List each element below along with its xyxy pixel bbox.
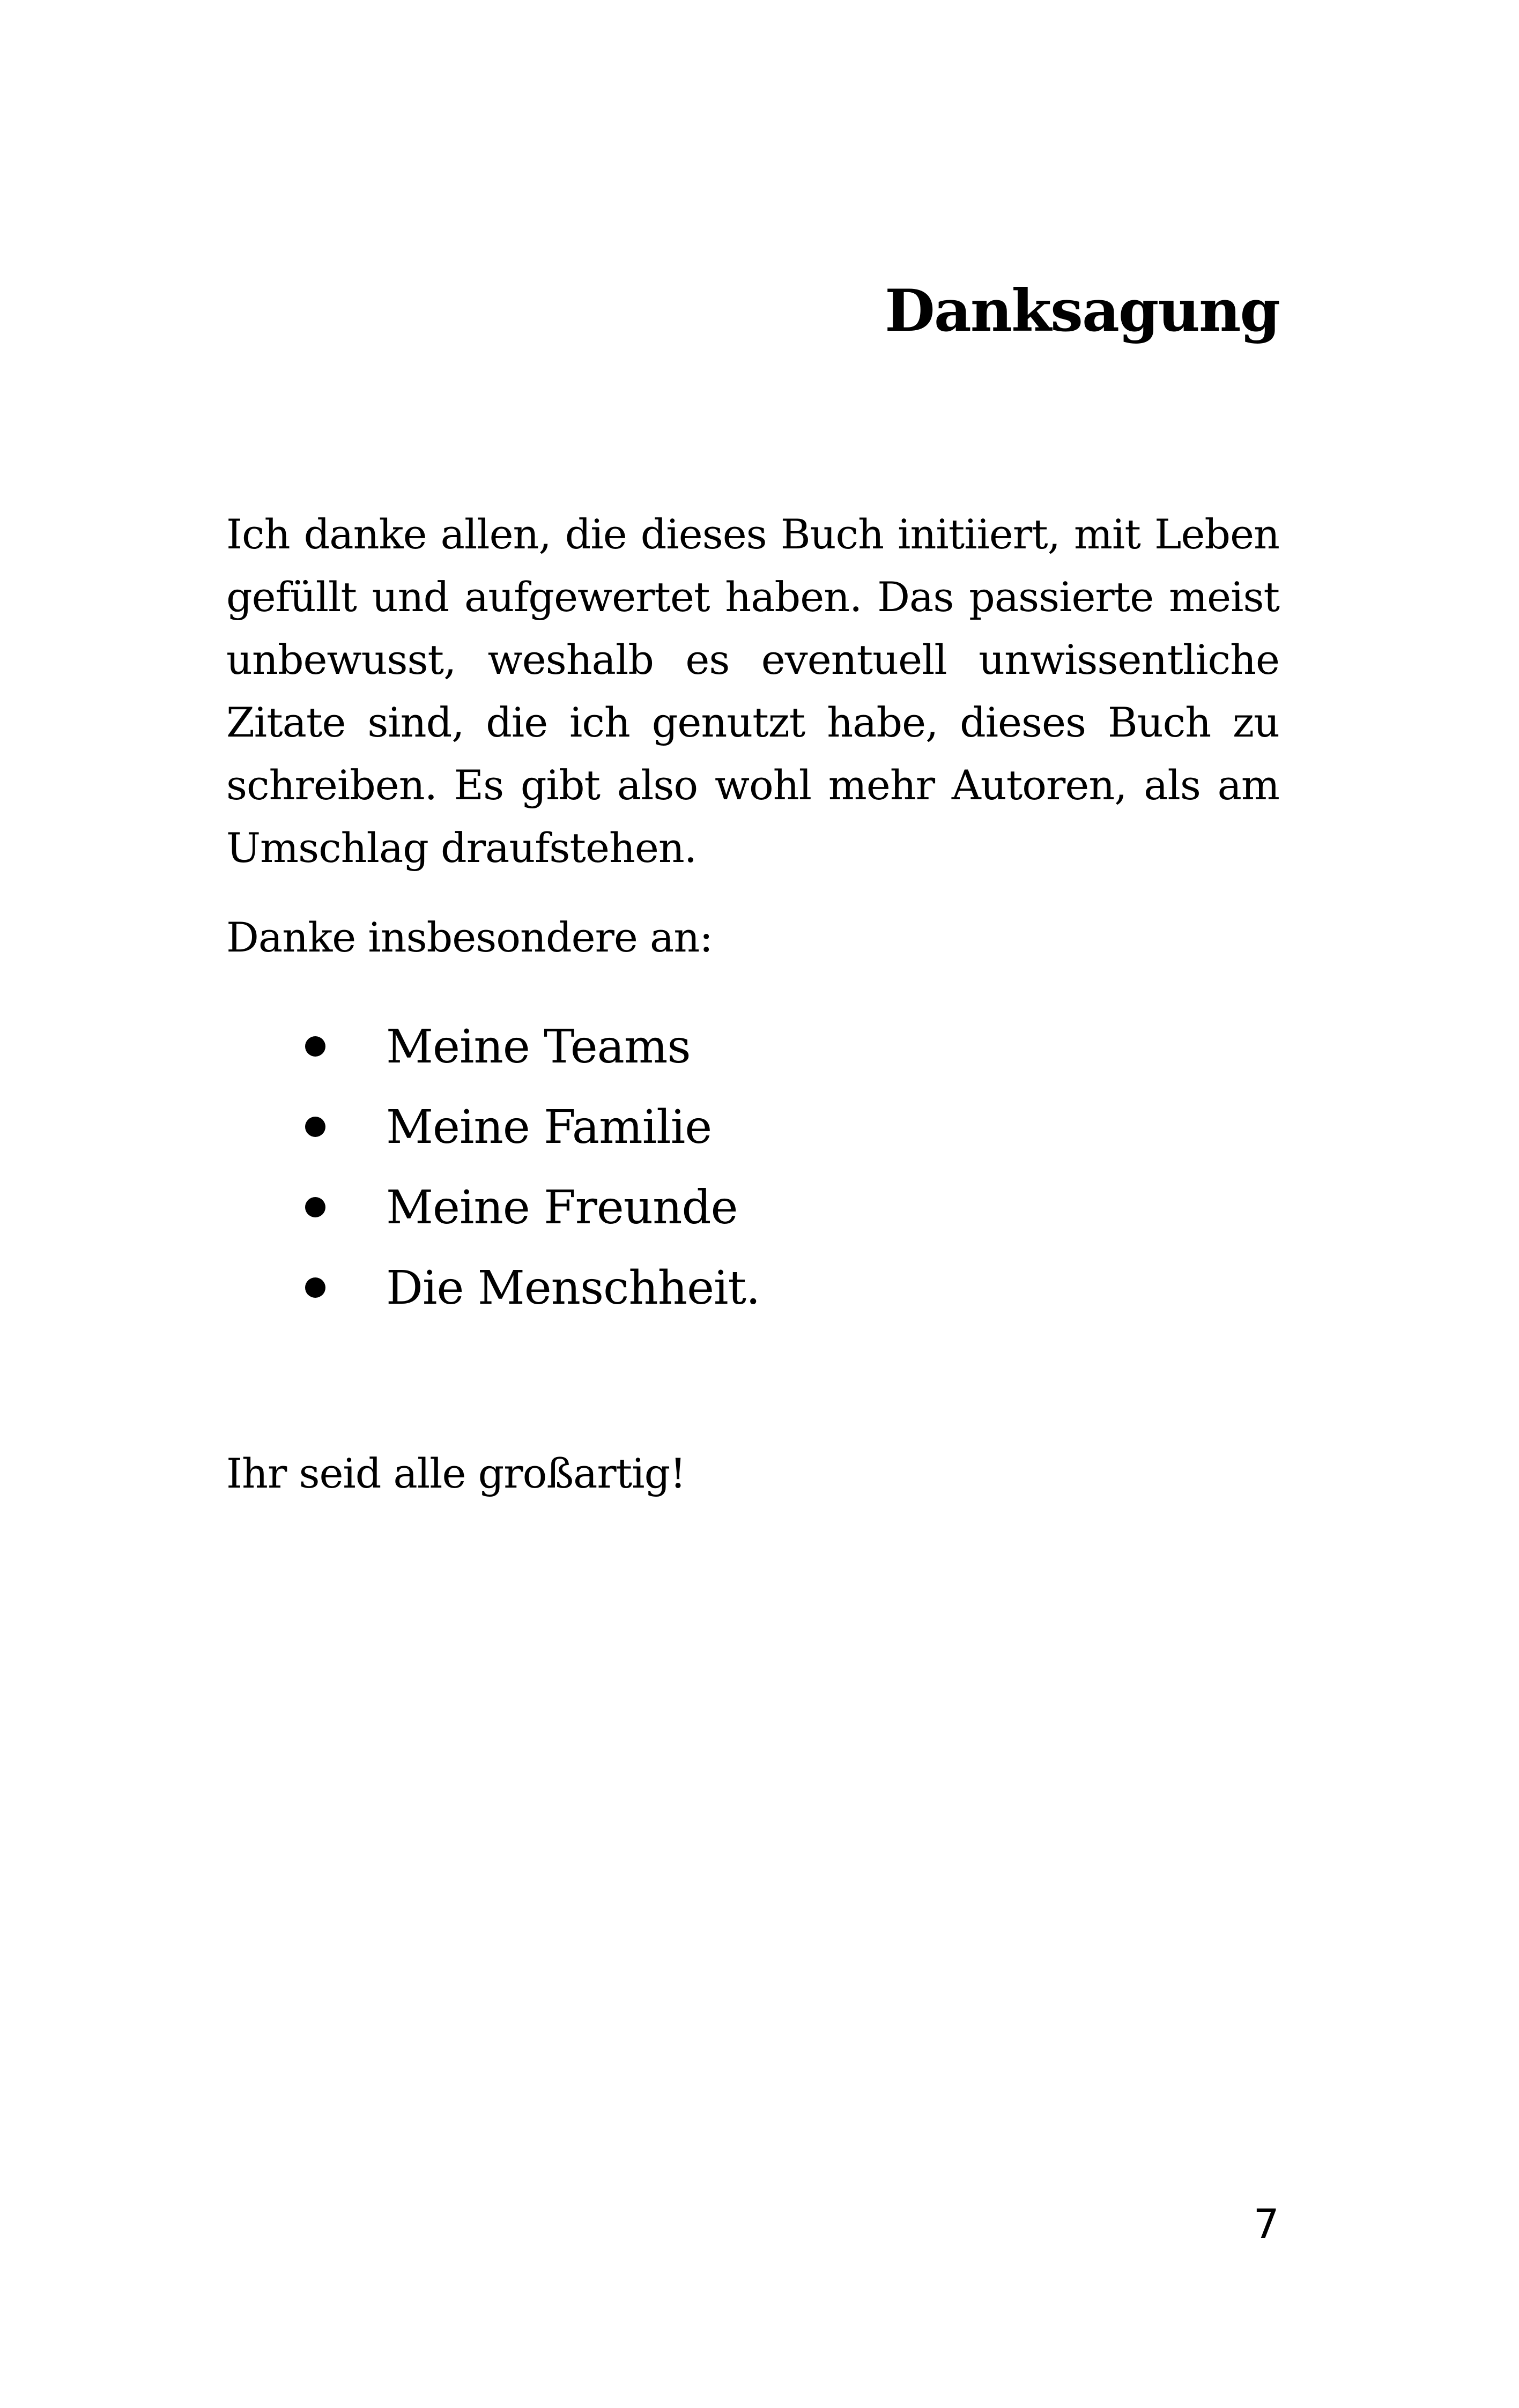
thanks-list [0,1007,1519,1328]
page-number: 7 [1253,2200,1279,2248]
list-item-label: Die Menschheit. [386,1261,760,1315]
bullet-icon [305,1036,325,1057]
acknowledgement-paragraph: Ich danke allen, die dieses Buch initiiert, mit Leben gefüllt und aufgewertet haben. Das passierte meist unbewusst, weshalb es eventuell unwissentliche Zitate sind, die ich genutzt habe, dieses Buch zu schreiben. Es gibt also wohl mehr Autoren, als am Umschlag draufstehen. [226,510,1279,872]
bullet-icon [305,1277,325,1298]
page-title: Danksagung [885,277,1279,345]
closing-line: Ihr seid alle großartig! [226,1450,686,1497]
list-item [0,1007,1519,1087]
list-item-label: Meine Teams [386,1020,691,1074]
thanks-intro: Danke insbesondere an: [226,913,713,961]
bullet-icon [305,1197,325,1217]
list-item [0,1248,1519,1328]
bullet-icon [305,1117,325,1137]
list-item [0,1168,1519,1248]
list-item [0,1087,1519,1168]
list-item-label: Meine Familie [386,1101,712,1154]
list-item-label: Meine Freunde [386,1181,738,1235]
